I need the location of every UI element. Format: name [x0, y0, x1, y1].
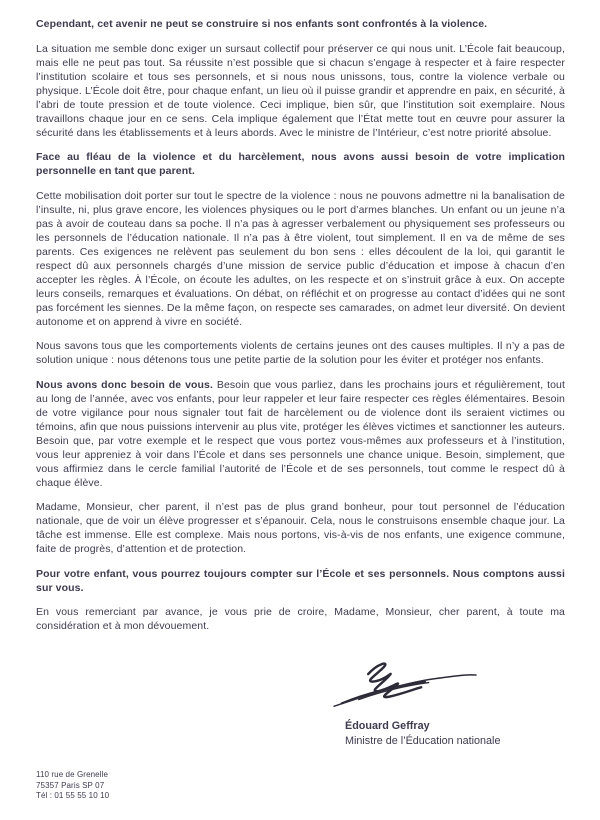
- letter-paragraph: Nous savons tous que les comportements violents de certains jeunes ont des causes multiples. Il n’y a pas de solution unique : nous détenons tous une petite partie de la solution pour les éviter et protéger nos enfants.: [36, 340, 565, 366]
- letter-paragraph: [36, 378, 565, 490]
- signatory-title: Ministre de l’Éducation nationale: [345, 734, 501, 747]
- letter-paragraph-valediction: En vous remerciant par avance, je vous prie de croire, Madame, Monsieur, cher parent, à toute ma considération et à mon dévouement.: [36, 606, 565, 632]
- address-footer: [36, 770, 109, 802]
- letter-paragraph: Madame, Monsieur, cher parent, il n’est pas de plus grand bonheur, pour tout personnel de l’éducation nationale, que de voir un élève progresser et s’épanouir. Cela, nous le construisons ensemble chaque jour. La tâche est immense. Elle est complexe. Mais nous portons, vis-à-vis de nos enfants, une exigence commune, faite de progrès, d’attention et de protection.: [36, 501, 565, 555]
- phone-line: Tél : 01 55 55 10 10: [36, 791, 110, 800]
- paragraph-bold-lead: Nous avons donc besoin de vous.: [36, 378, 214, 391]
- letter-paragraph-closing-emphasis: Pour votre enfant, vous pourrez toujours compter sur l’École et ses personnels. Nous comptons aussi sur vous.: [36, 567, 565, 594]
- address-line-1: 110 rue de Grenelle: [36, 770, 109, 779]
- paragraph-body-text: Besoin que vous parliez, dans les prochains jours et régulièrement, tout au long de l’année, avec vos enfants, pour leur rappeler et leur faire respecter ces règles élémentaires. Besoin de votre vigilance pour nous signaler tout fait de harcèlement ou de violence dont ils seraient victimes ou témoins, afin que nous puissions intervenir au plus vite, protéger les élèves victimes et sanctionner les auteurs. Besoin que, par votre exemple et le respect que vous portez vous-mêmes aux professeurs et à l’institution, vous leur appreniez à voir dans l’École et dans ses personnels une chance unique. Besoin, simplement, que vous affirmiez dans le cercle familial l’autorité de l’École et de ses personnels, tout comme le respect dû à chaque élève.: [36, 378, 565, 489]
- letter-paragraph: Cette mobilisation doit porter sur tout le spectre de la violence : nous ne pouvons admettre ni la banalisation de l’insulte, ni, plus grave encore, les violences physiques ou le port d’armes blanches. Un enfant ou un jeune n’a pas à avoir de couteau dans sa poche. Il n’a pas à agresser verbalement ou physiquement ses professeurs ou les personnels de l’éducation nationale. Il n’a pas à être violent, tout simplement. Il en va de même de ses parents. Ces exigences ne relèvent pas seulement du bon sens : elles découlent de la loi, qui garantit le respect dû aux personnels chargés d’une mission de service public d’éducation et impose à chacun d’en accepter les règles. À l’École, on écoute les adultes, on les respecte et on s’instruit grâce à eux. On accepte leurs conseils, remarques et évaluations. On débat, on réfléchit et on progresse au contact d’idées qui ne sont pas forcément les siennes. De la même façon, on respecte ses camarades, on admet leur diversité. On devient autonome et on apprend à vivre en société.: [36, 189, 565, 328]
- signatory-name: Édouard Geffray: [345, 720, 430, 732]
- letter-paragraph: La situation me semble donc exiger un sursaut collectif pour préserver ce qui nous unit. L’École fait beaucoup, mais elle ne peut pas tout. Sa réussite n’est possible que si chacun s’engage à respecter et à faire respecter l’institution scolaire et tous ses personnels, et si nous nous unissons, tous, contre la violence verbale ou physique. L’École doit être, pour chaque enfant, un lieu où il puisse grandir et apprendre en paix, en sécurité, à l’abri de toute pression et de toute violence. Ceci implique, bien sûr, que l’institution soit exemplaire. Nous travaillons chaque jour en ce sens. Cela implique également que l’État mette tout en œuvre pour assurer la sécurité dans les établissements et à leurs abords. Avec le ministre de l’Intérieur, c’est notre priorité absolue.: [36, 42, 565, 139]
- letter-paragraph-emphasis: Face au fléau de la violence et du harcèlement, nous avons aussi besoin de votre implication personnelle en tant que parent.: [36, 151, 565, 177]
- signature-image: [328, 658, 484, 710]
- letter-paragraph-opening: Cependant, cet avenir ne peut se construire si nos enfants sont confrontés à la violence.: [36, 18, 488, 30]
- signatory-block: [345, 719, 500, 748]
- address-line-2: 75357 Paris SP 07: [36, 780, 105, 790]
